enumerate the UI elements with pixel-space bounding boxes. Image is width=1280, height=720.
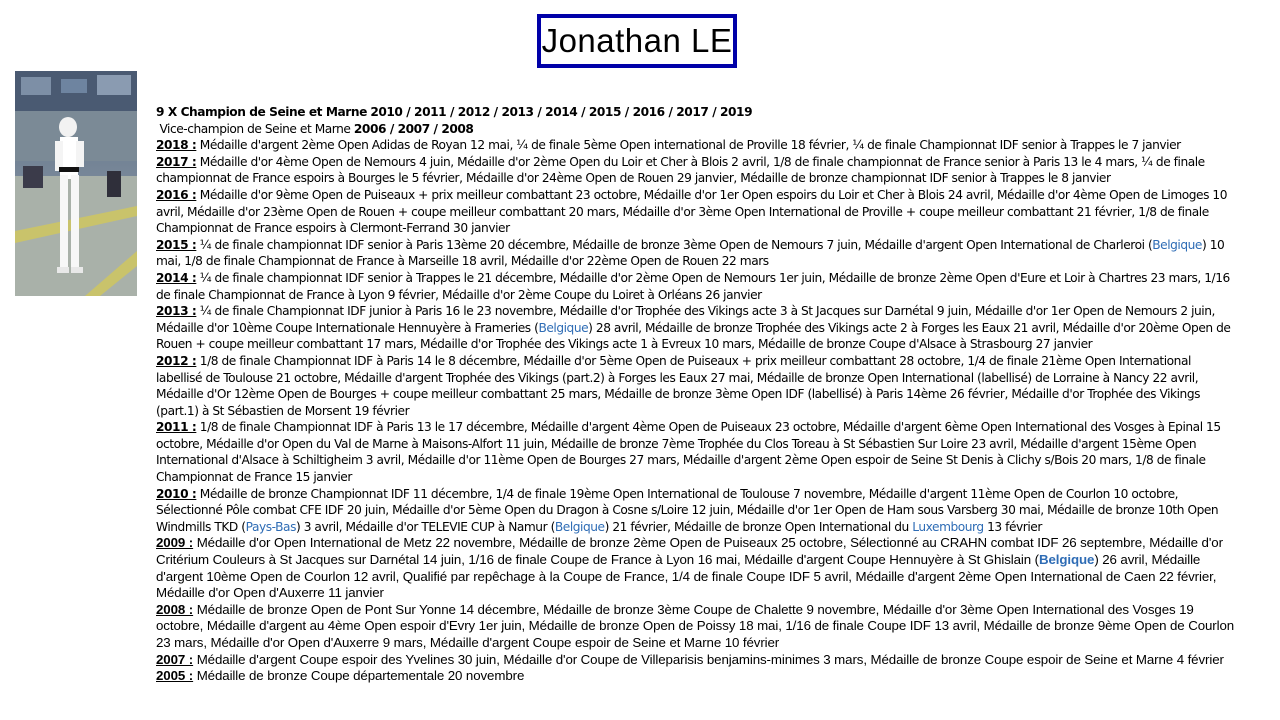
country-highlight: Belgique [554, 519, 605, 534]
result-entry [156, 137, 1238, 154]
result-text: Médaille de bronze Championnat IDF 11 décembre, 1/4 de finale 19ème Open International de Toulouse 7 novembre, Médaille d'argent 11ème Open de Courlon 10 octobre, Sélectionné Pôle combat CFE IDF 20 juin, Médaille d'or 5ème Open du Dragon à Cosne s/Loire 12 juin, Médaille d'or 1er Open de Ham sous Varsberg 30 mai, Médaille de bronze 10th Open Windmills TKD ( [156, 486, 1219, 534]
result-year: 2014 : [156, 270, 197, 285]
result-text: Médaille de bronze Open de Pont Sur Yonne 14 décembre, Médaille de bronze 3ème Coupe de Chalette 9 novembre, Médaille d'or 3ème Open International des Vosges 19 octobre, Médaille d'argent au 4ème Open espoir d'Evry 1er juin, Médaille de bronze Open de Poissy 18 mai, 1/16 de finale Coupe IDF 13 avril, Médaille de bronze 9ème Open de Courlon 23 mars, Médaille d'or Open d'Auxerre 9 mars, Médaille d'argent Coupe espoir de Seine et Marne 10 février [156, 601, 1235, 650]
country-highlight: Pays-Bas [245, 519, 296, 534]
result-text: 1/8 de finale Championnat IDF à Paris 13 le 17 décembre, Médaille d'argent 4ème Open de Puiseaux 23 octobre, Médaille d'argent 6ème Open International des Vosges à Epinal 15 octobre, Médaille d'or Open du Val de Marne à Maisons-Alfort 11 juin, Médaille de bronze 7ème Trophée du Clos Toreau à St Sébastien Sur Loire 23 avril, Médaille d'argent 15ème Open International d'Alsace à Schiltigheim 3 avril, Médaille d'or 11ème Open de Bourges 27 mars, Médaille d'argent 2ème Open espoir de Seine St Denis à Clichy s/Bois 20 mars, 1/8 de finale Championnat de France 15 janvier [156, 420, 1221, 485]
result-year: 2018 : [156, 138, 197, 153]
champion-line [156, 104, 1238, 121]
vice-years: 2006 / 2007 / 2008 [353, 121, 474, 136]
result-year: 2012 : [156, 353, 197, 368]
page-title: Jonathan LE [541, 22, 733, 59]
result-text: ) 10 mai, 1/8 de finale Championnat de France à Marseille 18 avril, Médaille d'or 22ème Open de Rouen 22 mars [156, 237, 1225, 269]
result-text: ¼ de finale championnat IDF senior à Paris 13ème 20 décembre, Médaille de bronze 3ème Open de Nemours 7 juin, Médaille d'argent Open International de Charleroi ( [196, 237, 1153, 252]
result-entry [156, 237, 1238, 270]
result-text: Médaille d'argent Coupe espoir des Yvelines 30 juin, Médaille d'or Coupe de Villeparisis benjamins-minimes 3 mars, Médaille de bronze Coupe espoir de Seine et Marne 4 février [193, 651, 1224, 667]
country-highlight: Belgique [1152, 237, 1202, 252]
result-text: 1/8 de finale Championnat IDF à Paris 14 le 8 décembre, Médaille d'or 5ème Open de Puiseaux + prix meilleur combattant 28 octobre, 1/4 de finale 21ème Open International labellisé de Toulouse 21 octobre, Médaille d'argent Trophée des Vikings (part.2) à Forges les Eaux 27 mai, Médaille de bronze Open International (labellisé) de Lorraine à Nancy 22 avril, Médaille d'Or 12ème Open de Bourges + coupe meilleur combattant 25 mars, Médaille de bronze 3ème Open IDF (labellisé) à Paris 14ème 26 février, Médaille d'or Trophée des Vikings (part.1) à St Sébastien de Morsent 19 février [156, 353, 1201, 418]
results-text [156, 104, 1238, 685]
result-text: Médaille d'or 4ème Open de Nemours 4 juin, Médaille d'or 2ème Open du Loir et Cher à Blois 2 avril, 1/8 de finale championnat de France senior à Paris 13 le 4 mars, ¼ de finale championnat de France espoirs à Bourges le 5 février, Médaille d'or 24ème Open de Rouen 29 janvier, Médaille de bronze championnat IDF senior à Trappes le 8 janvier [156, 154, 1205, 186]
result-entry [156, 668, 1238, 685]
result-year: 2017 : [156, 154, 197, 169]
result-year: 2010 : [156, 486, 197, 501]
result-text: Médaille de bronze Coupe départementale 20 novembre [193, 668, 525, 684]
result-entry [156, 187, 1238, 237]
result-text: ¼ de finale Championnat IDF junior à Paris 16 le 23 novembre, Médaille d'or Trophée des Vikings acte 3 à St Jacques sur Darnétal 9 juin, Médaille d'or 1er Open de Nemours 2 juin, Médaille d'or 10ème Coupe Internationale Hennuyère à Frameries ( [156, 304, 1215, 335]
result-text: ) 21 février, Médaille de bronze Open International du [604, 519, 913, 534]
result-text: ) 28 avril, Médaille de bronze Trophée des Vikings acte 2 à Forges les Eaux 21 avril, Médaille d'or 20ème Open de Rouen + coupe meilleur combattant 17 mars, Médaille d'or Trophée des Vikings acte 1 à Evreux 10 mars, Médaille de bronze Coupe d'Alsace à Strasbourg 27 janvier [156, 320, 1231, 352]
champion-label: 9 X Champion de Seine et Marne [156, 105, 367, 119]
result-entry [156, 270, 1238, 303]
country-highlight: Belgique [538, 320, 589, 335]
country-highlight: Luxembourg [912, 519, 984, 534]
result-entry [156, 602, 1238, 652]
result-entry [156, 154, 1238, 187]
result-year: 2007 : [156, 651, 194, 667]
vice-champion-line [156, 121, 1238, 138]
result-year: 2016 : [156, 187, 197, 202]
result-entry [156, 486, 1238, 536]
result-year: 2013 : [156, 304, 197, 319]
results-list [156, 137, 1238, 685]
champion-years: 2010 / 2011 / 2012 / 2013 / 2014 / 2015 / 2016 / 2017 / 2019 [370, 105, 753, 119]
result-text: ) 3 avril, Médaille d'or TELEVIE CUP à Namur ( [295, 519, 555, 534]
result-text: Médaille d'or 9ème Open de Puiseaux + prix meilleur combattant 23 octobre, Médaille d'or 1er Open espoirs du Loir et Cher à Blois 24 avril, Médaille d'or 4ème Open de Limoges 10 avril, Médaille d'or 23ème Open de Rouen + coupe meilleur combattant 20 mars, Médaille d'or 3ème Open International de Proville + coupe meilleur combattant 21 février, 1/8 de finale Championnat de France espoirs à Clermont-Ferrand 30 janvier [156, 187, 1228, 236]
result-year: 2011 : [156, 420, 197, 435]
result-text: ) 26 avril, Médaille d'argent 10ème Open de Courlon 12 avril, Qualifié par repêchage à la Coupe de France, 1/4 de finale Coupe IDF 5 avril, Médaille d'argent 2ème Open International de Caen 22 février, Médaille d'or Open d'Auxerre 11 janvier [156, 552, 1217, 601]
result-text: ¼ de finale championnat IDF senior à Trappes le 21 décembre, Médaille d'or 2ème Open de Nemours 1er juin, Médaille de bronze 2ème Open d'Eure et Loir à Chartres 23 mars, 1/16 de finale Championnat de France à Lyon 9 février, Médaille d'or 2ème Coupe du Loiret à Orléans 26 janvier [156, 270, 1230, 302]
result-entry [156, 303, 1238, 353]
page-title-box [537, 14, 737, 68]
athlete-photo [15, 71, 137, 296]
result-text: Médaille d'or Open International de Metz 22 novembre, Médaille de bronze 2ème Open de Puiseaux 25 octobre, Sélectionné au CRAHN combat IDF 26 septembre, Médaille d'or Critérium Couleurs à St Jacques sur Darnétal 14 juin, 1/16 de finale Coupe de France à Lyon 16 mai, Médaille d'argent Coupe Hennuyère à St Ghislain ( [156, 535, 1223, 568]
result-year: 2009 : [156, 535, 194, 551]
result-year: 2015 : [156, 237, 197, 252]
result-entry [156, 652, 1238, 669]
result-entry [156, 535, 1238, 601]
vice-label: Vice-champion de Seine et Marne [159, 121, 351, 136]
result-year: 2005 : [156, 668, 194, 684]
result-text: 13 février [983, 519, 1042, 534]
result-entry [156, 419, 1238, 485]
country-highlight: Belgique [1038, 552, 1095, 568]
result-entry [156, 353, 1238, 419]
result-year: 2008 : [156, 601, 194, 617]
result-text: Médaille d'argent 2ème Open Adidas de Royan 12 mai, ¼ de finale 5ème Open international de Proville 18 février, ¼ de finale Championnat IDF senior à Trappes le 7 janvier [196, 138, 1181, 153]
